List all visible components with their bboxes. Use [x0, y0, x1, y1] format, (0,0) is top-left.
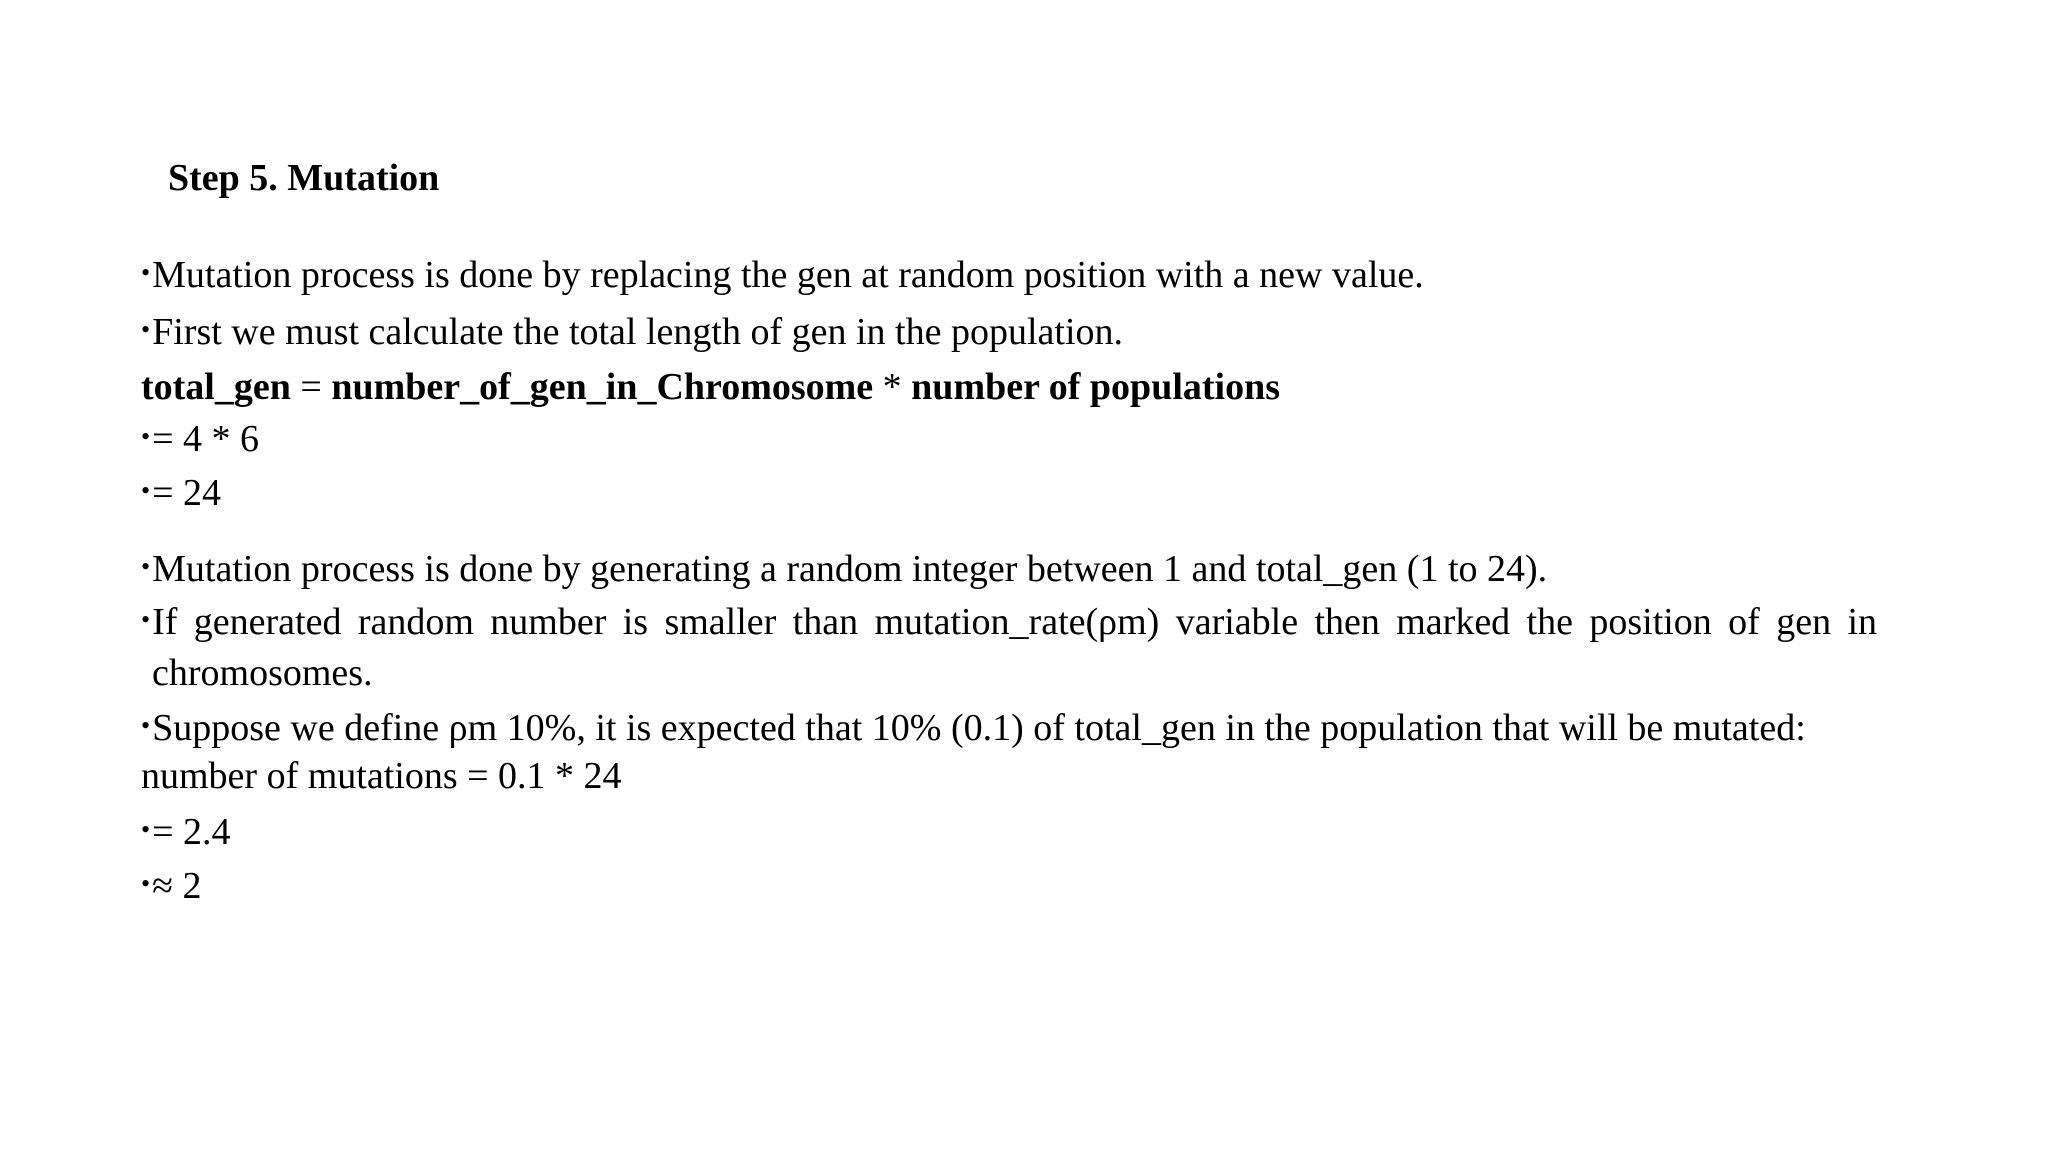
bullet-marker: • — [141, 552, 151, 581]
bullet-text: = 2.4 — [152, 811, 231, 853]
bullet-text: Suppose we define ρm 10%, it is expected that 10% (0.1) of total_gen in the population that will be mutated: — [152, 707, 1806, 749]
bullet-marker: • — [141, 869, 151, 898]
bullet-line-random-integer — [141, 542, 1547, 594]
bullet-text: If generated random number is smaller than mutation_rate(ρm) variable then marked the position of gen in — [152, 601, 1877, 643]
bullet-marker: • — [141, 476, 151, 505]
bullet-marker: • — [141, 605, 151, 634]
bullet-line-mutation-rate — [141, 595, 1877, 647]
bullet-line-mutation-rate-continued: chromosomes. — [152, 652, 373, 694]
bullet-line-calc-total — [141, 305, 1123, 357]
formula-term1: number_of_gen_in_Chromosome — [331, 366, 874, 408]
bullet-marker: • — [141, 258, 151, 287]
bullet-text: = 4 * 6 — [152, 418, 260, 460]
bullet-text: Mutation process is done by generating a random integer between 1 and total_gen (1 to 24). — [152, 548, 1548, 590]
bullet-marker: • — [141, 711, 151, 740]
bullet-line-calc-result — [141, 466, 221, 518]
bullet-text: = 24 — [152, 472, 222, 514]
formula-line — [141, 362, 1280, 412]
bullet-line-calc-step — [141, 412, 259, 464]
bullet-line-mutation-replace — [141, 248, 1424, 300]
bullet-text: First we must calculate the total length of gen in the population. — [152, 311, 1124, 353]
formula-term2: number of populations — [911, 366, 1281, 408]
bullet-marker: • — [141, 315, 151, 344]
bullet-marker: • — [141, 422, 151, 451]
bullet-marker: • — [141, 815, 151, 844]
formula-times: * — [873, 366, 912, 408]
bullet-line-mutations-approx — [141, 859, 201, 911]
formula-lhs: total_gen — [141, 366, 291, 408]
bullet-text: Mutation process is done by replacing the gen at random position with a new value. — [152, 254, 1424, 296]
bullet-line-mutations-result — [141, 805, 231, 857]
slide-title: Step 5. Mutation — [168, 157, 440, 199]
line-number-of-mutations: number of mutations = 0.1 * 24 — [141, 755, 622, 797]
bullet-line-suppose — [141, 701, 1806, 753]
formula-equals: = — [290, 366, 332, 408]
bullet-text: ≈ 2 — [152, 865, 202, 907]
